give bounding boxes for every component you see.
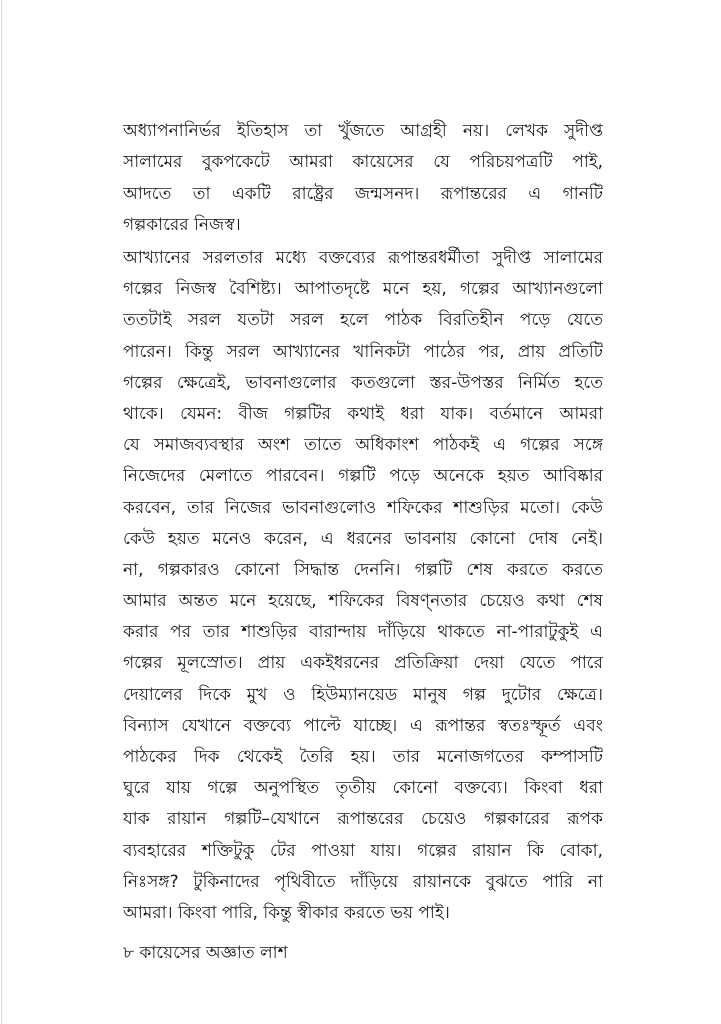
text-line: আমার অন্তত মনে হয়েছে, শফিকের বিষণ্নতার চেয়েও কথা শেষ <box>123 591 603 612</box>
text-line: বিন্যাস যেখানে বক্তব্যে পাল্টে যাচ্ছে। এ রূপান্তর স্বতঃস্ফূর্ত এবং <box>123 715 603 736</box>
text-line: গল্পের মূলস্রোত। প্রায় একইধরনের প্রতিক্রিয়া দেয়া যেতে পারে <box>123 653 603 674</box>
text-line: ব্যবহারের শক্তিটুকু টের পাওয়া যায়। গল্পের রায়ান কি বোকা, <box>123 840 603 861</box>
text-line: দেয়ালের দিকে মুখ ও হিউম্যানয়েড মানুষ গল্প দুটোর ক্ষেত্রে। <box>123 684 603 705</box>
text-line: গল্পকারের নিজস্ব। <box>123 215 241 236</box>
text-line: যে সমাজব্যবস্থার অংশ তাতে অধিকাংশ পাঠকই এ গল্পের সঙ্গে <box>123 435 603 456</box>
paragraph-1 <box>123 116 603 242</box>
text-line: অধ্যাপনানির্ভর ইতিহাস তা খুঁজতে আগ্রহী নয়। লেখক সুদীপ্ত <box>123 121 603 141</box>
text-line: আদতে তা একটি রাষ্ট্রের জন্মসনদ। রূপান্তরের এ গানটি <box>123 183 603 204</box>
page-edge-divider <box>1 0 2 1024</box>
text-line: থাকে। যেমন: বীজ গল্পটির কথাই ধরা যাক। বর্তমানে আমরা <box>123 403 603 424</box>
text-line: কেউ হয়ত মনেও করেন, এ ধরনের ভাবনায় কোনো দোষ নেই। <box>123 528 603 549</box>
page-footer <box>123 941 288 965</box>
text-line: নিঃসঙ্গ? টুকিনাদের পৃথিবীতে দাঁড়িয়ে রায়ানকে বুঝতে পারি না <box>123 871 603 892</box>
text-line: ততটাই সরল যতটা সরল হলে পাঠক বিরতিহীন পড়ে যেতে <box>123 310 603 331</box>
page-number: ৮ <box>123 943 135 963</box>
text-line: সালামের বুকপকেটে আমরা কায়েসের যে পরিচয়পত্রটি পাই, <box>123 152 603 173</box>
text-line: গল্পের নিজস্ব বৈশিষ্ট্য। আপাতদৃষ্টে মনে হয়, গল্পের আখ্যানগুলো <box>123 279 603 300</box>
text-line: গল্পের ক্ষেত্রেই, ভাবনাগুলোর কতগুলো স্তর-উপস্তর নির্মিত হতে <box>123 372 603 393</box>
text-line: পারেন। কিন্তু সরল আখ্যানের খানিকটা পাঠের পর, প্রায় প্রতিটি <box>123 341 603 362</box>
book-title: কায়েসের অজ্ঞাত লাশ <box>139 943 288 963</box>
text-line: করবেন, তার নিজের ভাবনাগুলোও শফিকের শাশুড়ির মতো। কেউ <box>123 497 603 518</box>
text-line: করার পর তার শাশুড়ির বারান্দায় দাঁড়িয়ে থাকতে না-পারাটুকুই এ <box>123 622 603 643</box>
text-line: নিজেদের মেলাতে পারবেন। গল্পটি পড়ে অনেকে হয়ত আবিষ্কার <box>123 466 603 487</box>
text-line: না, গল্পকারও কোনো সিদ্ধান্ত দেননি। গল্পটি শেষ করতে করতে <box>123 559 603 580</box>
text-line: ঘুরে যায় গল্পে অনুপস্থিত তৃতীয় কোনো বক্তব্যে। কিংবা ধরা <box>123 778 603 799</box>
text-line: আমরা। কিংবা পারি, কিন্তু স্বীকার করতে ভয় পাই। <box>123 902 450 923</box>
text-line: পাঠকের দিক থেকেই তৈরি হয়। তার মনোজগতের কম্পাসটি <box>123 747 603 767</box>
text-line: আখ্যানের সরলতার মধ্যে বক্তব্যের রূপান্তরধর্মীতা সুদীপ্ত সালামের <box>123 248 603 268</box>
paragraph-2 <box>123 243 603 929</box>
text-line: যাক রায়ান গল্পটি–যেখানে রূপান্তরের চেয়েও গল্পকারের রূপক <box>123 809 603 830</box>
